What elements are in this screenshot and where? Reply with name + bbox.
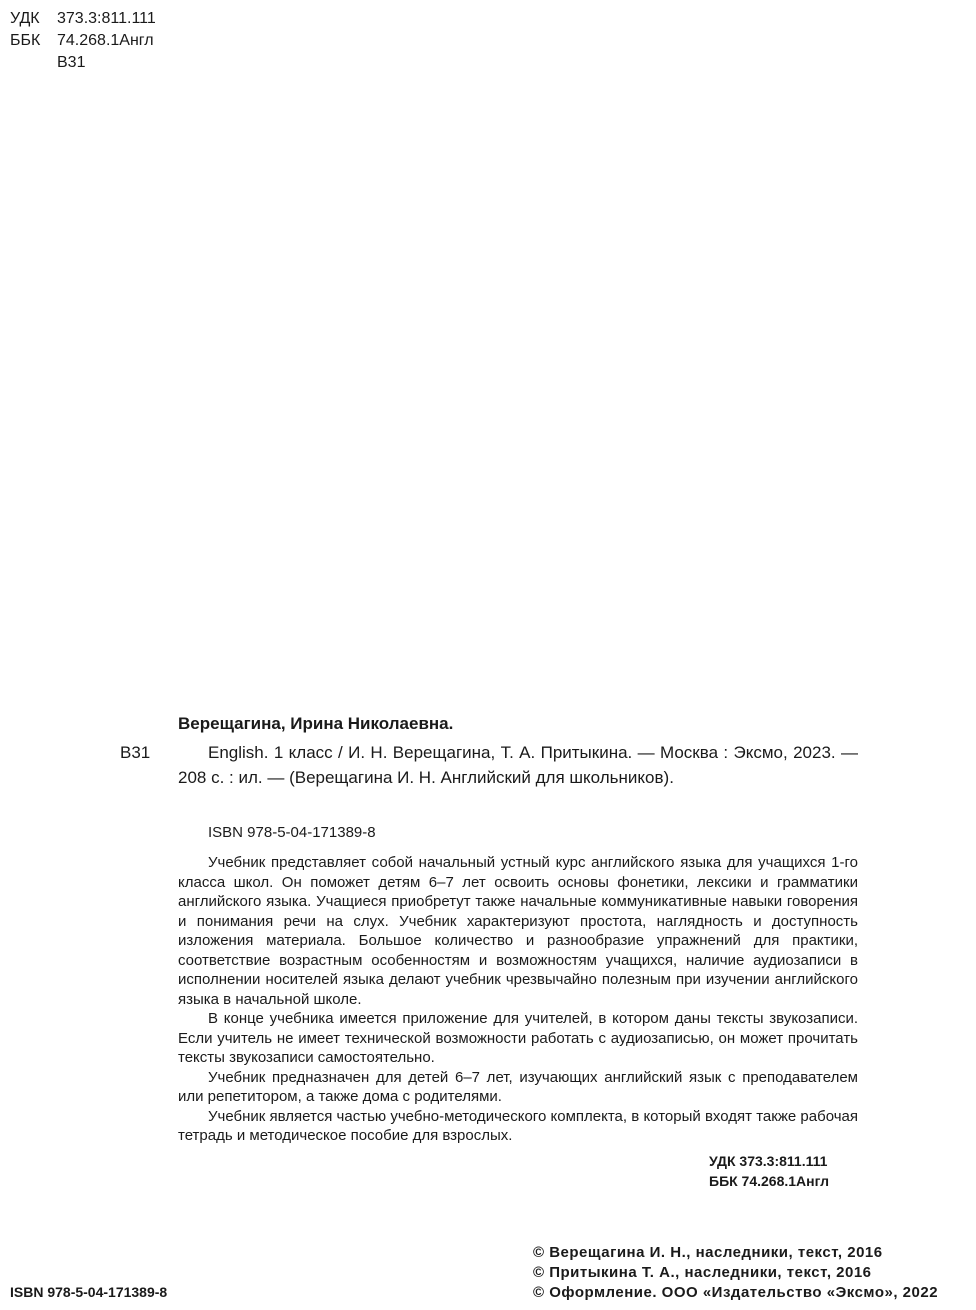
copyright-line: © Притыкина Т. А., наследники, текст, 2016 (533, 1264, 872, 1281)
isbn-bottom: ISBN 978-5-04-171389-8 (10, 1284, 168, 1300)
bbk-label: ББК (10, 32, 41, 49)
annotation-paragraph: Учебник представляет собой начальный устный курс английского языка для учащихся 1-го класса школ. Он поможет детям 6–7 лет освоить основы фонетики, лексики и грамматики английского языка. Учащиеся приобретут также начальные коммуникативные навыки говорения и понимания речи на слух. Учебник характеризуют простота, наглядность и доступность изложения материала. Большое количество и разнообразие упражнений для практики, соответствие возрастным особенностям и возможностям учащихся, наличие аудиозаписи в исполнении носителей языка делают учебник чрезвычайно полезным при изучении английского языка в начальной школе. (178, 854, 858, 1008)
copyright-block (533, 1243, 938, 1303)
entry-author-code: В31 (120, 743, 151, 762)
annotation-paragraph: Учебник предназначен для детей 6–7 лет, изучающих английский язык с преподавателем или репетитором, а также дома с родителями. (178, 1068, 858, 1105)
bottom-classification-codes (709, 1151, 829, 1191)
annotation-paragraph: Учебник является частью учебно-методического комплекта, в который входят также рабочая тетрадь и методическое пособие для взрослых. (178, 1107, 858, 1144)
copyright-line: © Верещагина И. Н., наследники, текст, 2016 (533, 1244, 883, 1261)
bibliographic-description: English. 1 класс / И. Н. Верещагина, Т. А. Притыкина. — Москва : Эксмо, 2023. — 208 с. : ил. — (Верещагина И. Н. Английский для школьников). (178, 743, 858, 787)
annotation-paragraph: В конце учебника имеется приложение для учителей, в котором даны тексты звукозаписи. Если учитель не имеет технической возможности работать с аудиозаписью, он может прочитать тексты звукозаписи самостоятельно. (178, 1010, 858, 1066)
udk-bottom: УДК 373.3:811.111 (709, 1153, 828, 1169)
bbk-bottom: ББК 74.268.1Англ (709, 1173, 829, 1189)
isbn-entry: ISBN 978-5-04-171389-8 (208, 824, 376, 841)
annotation (178, 853, 858, 1146)
author-heading: Верещагина, Ирина Николаевна. (178, 714, 454, 733)
udk-value: 373.3:811.111 (57, 10, 156, 27)
author-code: В31 (57, 54, 86, 71)
udk-label: УДК (10, 10, 40, 27)
bbk-value: 74.268.1Англ (57, 32, 154, 49)
copyright-line: © Оформление. ООО «Издательство «Эксмо», 2022 (533, 1284, 939, 1301)
top-classification-codes (10, 8, 156, 74)
